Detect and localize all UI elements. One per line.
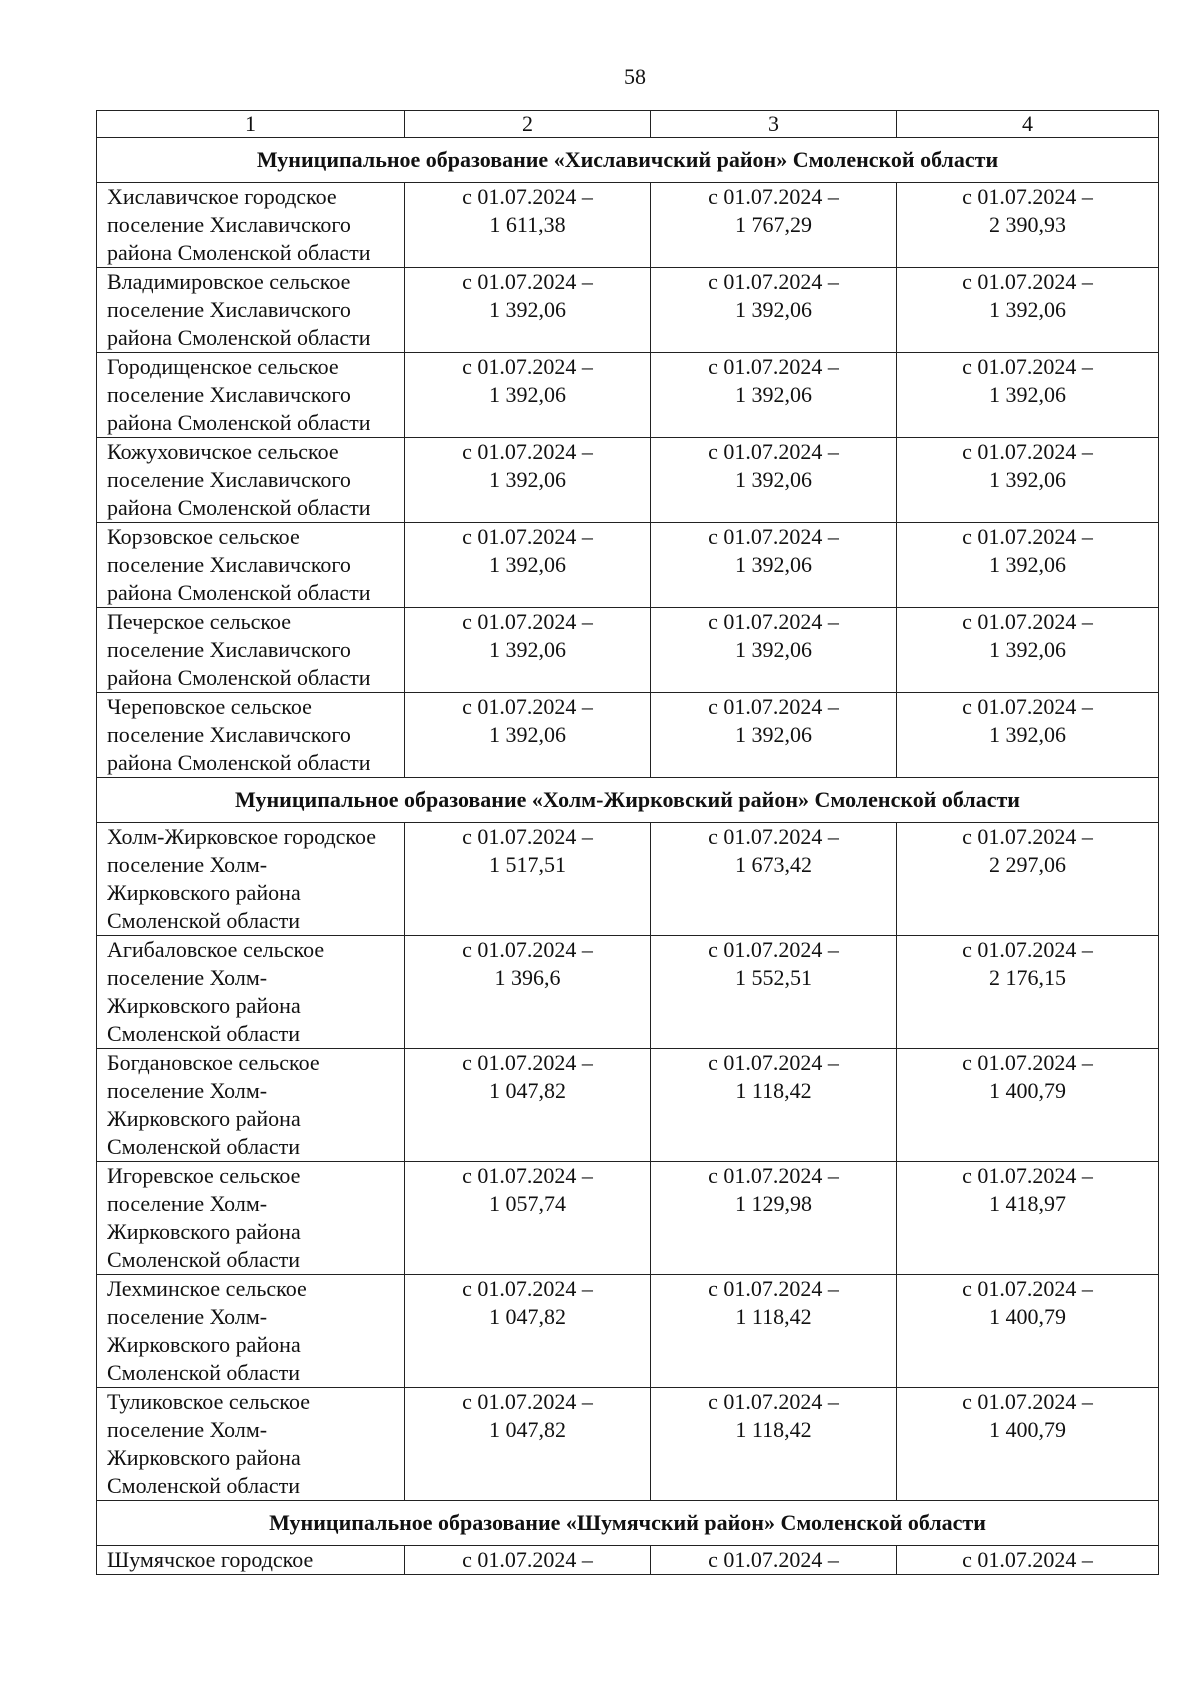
tariff-value-line: с 01.07.2024 – bbox=[962, 937, 1093, 962]
table-row bbox=[97, 438, 1159, 523]
tariff-value-line: 1 392,06 bbox=[989, 382, 1066, 407]
tariff-cell-col-2 bbox=[405, 823, 651, 936]
tariff-value-line: 1 552,51 bbox=[735, 965, 812, 990]
settlement-name-line: поселение Хиславичского bbox=[107, 722, 351, 747]
tariff-value-line: с 01.07.2024 – bbox=[462, 1547, 593, 1572]
table-row bbox=[97, 353, 1159, 438]
table-row bbox=[97, 183, 1159, 268]
tariff-value-line: с 01.07.2024 – bbox=[708, 1547, 839, 1572]
settlement-name-line: Смоленской области bbox=[107, 1360, 300, 1385]
tariff-value-line: 1 396,6 bbox=[494, 965, 561, 990]
tariff-value-line: 1 047,82 bbox=[489, 1417, 566, 1442]
tariff-cell-col-4 bbox=[897, 183, 1159, 268]
tariff-value-line: с 01.07.2024 – bbox=[962, 1547, 1093, 1572]
tariff-cell-col-2 bbox=[405, 1275, 651, 1388]
tariff-value-line: 1 392,06 bbox=[989, 297, 1066, 322]
table-row bbox=[97, 1049, 1159, 1162]
settlement-name-line: поселение Хиславичского bbox=[107, 382, 351, 407]
tariff-cell-col-4 bbox=[897, 523, 1159, 608]
settlement-name-line: района Смоленской области bbox=[107, 495, 371, 520]
tariff-value-line: с 01.07.2024 – bbox=[962, 1276, 1093, 1301]
tariff-cell-col-2 bbox=[405, 438, 651, 523]
section-title: Муниципальное образование «Хиславичский район» Смоленской области bbox=[97, 138, 1159, 183]
settlement-name-line: Лехминское сельское bbox=[107, 1276, 307, 1301]
tariff-value-line: с 01.07.2024 – bbox=[462, 439, 593, 464]
tariff-value-line: 1 392,06 bbox=[489, 382, 566, 407]
tariff-value-line: с 01.07.2024 – bbox=[708, 269, 839, 294]
tariff-value-line: с 01.07.2024 – bbox=[962, 824, 1093, 849]
tariff-value-line: с 01.07.2024 – bbox=[462, 824, 593, 849]
tariff-value-line: 1 418,97 bbox=[989, 1191, 1066, 1216]
tariff-value-line: с 01.07.2024 – bbox=[962, 694, 1093, 719]
settlement-name-line: Смоленской области bbox=[107, 1473, 300, 1498]
settlement-name-line: Игоревское сельское bbox=[107, 1163, 301, 1188]
tariff-cell-col-3 bbox=[651, 1049, 897, 1162]
tariff-cell-col-3 bbox=[651, 1162, 897, 1275]
tariff-value-line: с 01.07.2024 – bbox=[708, 1050, 839, 1075]
table-row bbox=[97, 823, 1159, 936]
tariff-cell-col-4 bbox=[897, 438, 1159, 523]
tariff-value-line: с 01.07.2024 – bbox=[462, 524, 593, 549]
tariff-cell-col-4 bbox=[897, 936, 1159, 1049]
tariff-value-line: 1 392,06 bbox=[489, 552, 566, 577]
tariff-cell-col-2 bbox=[405, 936, 651, 1049]
tariff-value-line: с 01.07.2024 – bbox=[462, 1050, 593, 1075]
tariff-cell-col-4 bbox=[897, 1275, 1159, 1388]
tariff-cell-col-2 bbox=[405, 1049, 651, 1162]
settlement-name-line: Туликовское сельское bbox=[107, 1389, 311, 1414]
tariff-value-line: с 01.07.2024 – bbox=[708, 1276, 839, 1301]
tariff-value-line: 1 392,06 bbox=[489, 297, 566, 322]
tariff-value-line: с 01.07.2024 – bbox=[462, 184, 593, 209]
header-col-4: 4 bbox=[897, 111, 1159, 138]
settlement-name-cell bbox=[97, 353, 405, 438]
tariff-cell-col-2 bbox=[405, 693, 651, 778]
tariff-cell-col-2 bbox=[405, 523, 651, 608]
tariff-value-line: 1 517,51 bbox=[489, 852, 566, 877]
tariff-cell-col-4 bbox=[897, 693, 1159, 778]
tariff-value-line: с 01.07.2024 – bbox=[462, 269, 593, 294]
settlement-name-line: Холм-Жирковское городское bbox=[107, 824, 377, 849]
settlement-name-line: поселение Холм- bbox=[107, 852, 268, 877]
tariff-value-line: 1 392,06 bbox=[489, 722, 566, 747]
tariff-value-line: с 01.07.2024 – bbox=[708, 184, 839, 209]
tariff-value-line: 1 057,74 bbox=[489, 1191, 566, 1216]
settlement-name-line: района Смоленской области bbox=[107, 410, 371, 435]
tariff-value-line: 1 392,06 bbox=[489, 467, 566, 492]
tariff-value-line: с 01.07.2024 – bbox=[708, 354, 839, 379]
tariff-cell-col-3 bbox=[651, 608, 897, 693]
tariff-value-line: 1 392,06 bbox=[735, 467, 812, 492]
tariff-cell-col-3 bbox=[651, 353, 897, 438]
table-row bbox=[97, 523, 1159, 608]
tariff-cell-col-4 bbox=[897, 1162, 1159, 1275]
settlement-name-line: поселение Холм- bbox=[107, 1417, 268, 1442]
tariff-value-line: с 01.07.2024 – bbox=[708, 439, 839, 464]
tariff-value-line: 1 400,79 bbox=[989, 1417, 1066, 1442]
settlement-name-line: Богдановское сельское bbox=[107, 1050, 320, 1075]
settlement-name-cell bbox=[97, 183, 405, 268]
tariff-value-line: с 01.07.2024 – bbox=[462, 937, 593, 962]
tariff-value-line: 1 129,98 bbox=[735, 1191, 812, 1216]
tariff-value-line: 1 611,38 bbox=[489, 212, 566, 237]
tariff-value-line: с 01.07.2024 – bbox=[962, 524, 1093, 549]
tariff-value-line: с 01.07.2024 – bbox=[708, 824, 839, 849]
settlement-name-line: Жирковского района bbox=[107, 1332, 301, 1357]
table-row bbox=[97, 936, 1159, 1049]
tariff-value-line: 2 297,06 bbox=[989, 852, 1066, 877]
settlement-name-line: поселение Хиславичского bbox=[107, 467, 351, 492]
tariff-value-line: 1 392,06 bbox=[989, 467, 1066, 492]
tariff-cell-col-3 bbox=[651, 183, 897, 268]
tariff-value-line: с 01.07.2024 – bbox=[962, 1050, 1093, 1075]
tariff-cell-col-2 bbox=[405, 1388, 651, 1501]
tariff-value-line: с 01.07.2024 – bbox=[962, 1389, 1093, 1414]
tariff-value-line: с 01.07.2024 – bbox=[962, 1163, 1093, 1188]
tariff-value-line: 1 400,79 bbox=[989, 1078, 1066, 1103]
tariff-cell-col-2 bbox=[405, 1546, 651, 1575]
settlement-name-line: Кожуховичское сельское bbox=[107, 439, 339, 464]
settlement-name-line: Печерское сельское bbox=[107, 609, 291, 634]
settlement-name-line: Шумячское городское bbox=[107, 1547, 314, 1572]
settlement-name-line: Череповское сельское bbox=[107, 694, 312, 719]
tariff-cell-col-2 bbox=[405, 268, 651, 353]
tariff-value-line: 1 392,06 bbox=[989, 637, 1066, 662]
settlement-name-line: Жирковского района bbox=[107, 993, 301, 1018]
tariff-cell-col-3 bbox=[651, 523, 897, 608]
settlement-name-line: поселение Холм- bbox=[107, 1304, 268, 1329]
settlement-name-line: района Смоленской области bbox=[107, 580, 371, 605]
tariff-cell-col-2 bbox=[405, 608, 651, 693]
tariff-cell-col-2 bbox=[405, 1162, 651, 1275]
tariff-value-line: 2 390,93 bbox=[989, 212, 1066, 237]
tariff-cell-col-2 bbox=[405, 353, 651, 438]
tariff-cell-col-3 bbox=[651, 693, 897, 778]
tariff-cell-col-4 bbox=[897, 608, 1159, 693]
section-title: Муниципальное образование «Шумячский район» Смоленской области bbox=[97, 1501, 1159, 1546]
settlement-name-line: района Смоленской области bbox=[107, 325, 371, 350]
tariff-value-line: с 01.07.2024 – bbox=[962, 184, 1093, 209]
tariff-value-line: с 01.07.2024 – bbox=[708, 694, 839, 719]
tariff-cell-col-4 bbox=[897, 1049, 1159, 1162]
settlement-name-cell bbox=[97, 268, 405, 353]
tariff-cell-col-3 bbox=[651, 268, 897, 353]
tariff-value-line: 1 392,06 bbox=[735, 722, 812, 747]
settlement-name-line: поселение Хиславичского bbox=[107, 637, 351, 662]
tariff-value-line: 1 118,42 bbox=[735, 1417, 812, 1442]
table-row bbox=[97, 1546, 1159, 1575]
settlement-name-line: Жирковского района bbox=[107, 1445, 301, 1470]
settlement-name-cell bbox=[97, 1388, 405, 1501]
tariff-value-line: с 01.07.2024 – bbox=[708, 524, 839, 549]
tariff-value-line: 1 767,29 bbox=[735, 212, 812, 237]
tariff-cell-col-4 bbox=[897, 1546, 1159, 1575]
settlement-name-line: района Смоленской области bbox=[107, 665, 371, 690]
settlement-name-line: района Смоленской области bbox=[107, 750, 371, 775]
settlement-name-line: Жирковского района bbox=[107, 1106, 301, 1131]
page-number: 58 bbox=[624, 64, 646, 89]
section-header-row bbox=[97, 778, 1159, 823]
table-row bbox=[97, 1388, 1159, 1501]
settlement-name-cell bbox=[97, 1546, 405, 1575]
tariff-value-line: с 01.07.2024 – bbox=[962, 354, 1093, 379]
settlement-name-line: поселение Холм- bbox=[107, 965, 268, 990]
tariff-value-line: 1 673,42 bbox=[735, 852, 812, 877]
tariff-value-line: с 01.07.2024 – bbox=[962, 609, 1093, 634]
settlement-name-cell bbox=[97, 1162, 405, 1275]
tariff-value-line: с 01.07.2024 – bbox=[462, 609, 593, 634]
settlement-name-cell bbox=[97, 1275, 405, 1388]
settlement-name-line: Смоленской области bbox=[107, 1021, 300, 1046]
table-row bbox=[97, 1275, 1159, 1388]
settlement-name-line: Хиславичское городское bbox=[107, 184, 337, 209]
tariff-value-line: с 01.07.2024 – bbox=[462, 1389, 593, 1414]
settlement-name-line: Смоленской области bbox=[107, 908, 300, 933]
section-header-row bbox=[97, 1501, 1159, 1546]
settlement-name-line: Городищенское сельское bbox=[107, 354, 339, 379]
tariff-value-line: 1 392,06 bbox=[989, 722, 1066, 747]
tariff-value-line: 1 392,06 bbox=[735, 382, 812, 407]
tariff-value-line: с 01.07.2024 – bbox=[462, 354, 593, 379]
tariff-value-line: 1 047,82 bbox=[489, 1078, 566, 1103]
tariff-value-line: с 01.07.2024 – bbox=[462, 694, 593, 719]
settlement-name-line: района Смоленской области bbox=[107, 240, 371, 265]
tariff-value-line: 1 392,06 bbox=[489, 637, 566, 662]
settlement-name-line: Жирковского района bbox=[107, 880, 301, 905]
tariff-cell-col-3 bbox=[651, 1388, 897, 1501]
tariff-value-line: 1 392,06 bbox=[735, 637, 812, 662]
tariff-cell-col-4 bbox=[897, 1388, 1159, 1501]
tariff-value-line: с 01.07.2024 – bbox=[708, 1163, 839, 1188]
settlement-name-line: Жирковского района bbox=[107, 1219, 301, 1244]
settlement-name-cell bbox=[97, 608, 405, 693]
section-header-row bbox=[97, 138, 1159, 183]
settlement-name-line: Владимировское сельское bbox=[107, 269, 351, 294]
tariff-value-line: с 01.07.2024 – bbox=[708, 1389, 839, 1414]
header-col-2: 2 bbox=[405, 111, 651, 138]
tariff-value-line: 1 118,42 bbox=[735, 1078, 812, 1103]
tariff-cell-col-3 bbox=[651, 936, 897, 1049]
settlement-name-cell bbox=[97, 693, 405, 778]
tariff-cell-col-3 bbox=[651, 1275, 897, 1388]
settlement-name-line: поселение Хиславичского bbox=[107, 297, 351, 322]
table-row bbox=[97, 608, 1159, 693]
settlement-name-cell bbox=[97, 823, 405, 936]
tariff-value-line: 1 047,82 bbox=[489, 1304, 566, 1329]
settlement-name-line: поселение Хиславичского bbox=[107, 552, 351, 577]
header-col-3: 3 bbox=[651, 111, 897, 138]
tariff-value-line: с 01.07.2024 – bbox=[708, 937, 839, 962]
settlement-name-line: Смоленской области bbox=[107, 1134, 300, 1159]
tariff-value-line: с 01.07.2024 – bbox=[462, 1276, 593, 1301]
tariff-cell-col-2 bbox=[405, 183, 651, 268]
tariff-table bbox=[96, 110, 1159, 1575]
tariff-value-line: 1 392,06 bbox=[735, 552, 812, 577]
settlement-name-cell bbox=[97, 523, 405, 608]
tariff-value-line: с 01.07.2024 – bbox=[962, 439, 1093, 464]
tariff-value-line: с 01.07.2024 – bbox=[462, 1163, 593, 1188]
tariff-cell-col-4 bbox=[897, 353, 1159, 438]
settlement-name-line: поселение Хиславичского bbox=[107, 212, 351, 237]
tariff-value-line: с 01.07.2024 – bbox=[708, 609, 839, 634]
table-row bbox=[97, 693, 1159, 778]
tariff-cell-col-4 bbox=[897, 823, 1159, 936]
settlement-name-line: Корзовское сельское bbox=[107, 524, 300, 549]
tariff-cell-col-3 bbox=[651, 438, 897, 523]
tariff-value-line: с 01.07.2024 – bbox=[962, 269, 1093, 294]
tariff-cell-col-3 bbox=[651, 823, 897, 936]
settlement-name-line: поселение Холм- bbox=[107, 1078, 268, 1103]
settlement-name-cell bbox=[97, 438, 405, 523]
tariff-value-line: 1 118,42 bbox=[735, 1304, 812, 1329]
settlement-name-cell bbox=[97, 1049, 405, 1162]
tariff-value-line: 1 392,06 bbox=[989, 552, 1066, 577]
settlement-name-cell bbox=[97, 936, 405, 1049]
tariff-value-line: 2 176,15 bbox=[989, 965, 1066, 990]
tariff-cell-col-3 bbox=[651, 1546, 897, 1575]
settlement-name-line: Смоленской области bbox=[107, 1247, 300, 1272]
table-row bbox=[97, 268, 1159, 353]
table-row bbox=[97, 1162, 1159, 1275]
tariff-cell-col-4 bbox=[897, 268, 1159, 353]
settlement-name-line: Агибаловское сельское bbox=[107, 937, 325, 962]
tariff-value-line: 1 400,79 bbox=[989, 1304, 1066, 1329]
header-row bbox=[97, 111, 1159, 138]
header-col-1: 1 bbox=[97, 111, 405, 138]
table-body bbox=[97, 111, 1159, 1575]
section-title: Муниципальное образование «Холм-Жирковский район» Смоленской области bbox=[97, 778, 1159, 823]
settlement-name-line: поселение Холм- bbox=[107, 1191, 268, 1216]
tariff-value-line: 1 392,06 bbox=[735, 297, 812, 322]
